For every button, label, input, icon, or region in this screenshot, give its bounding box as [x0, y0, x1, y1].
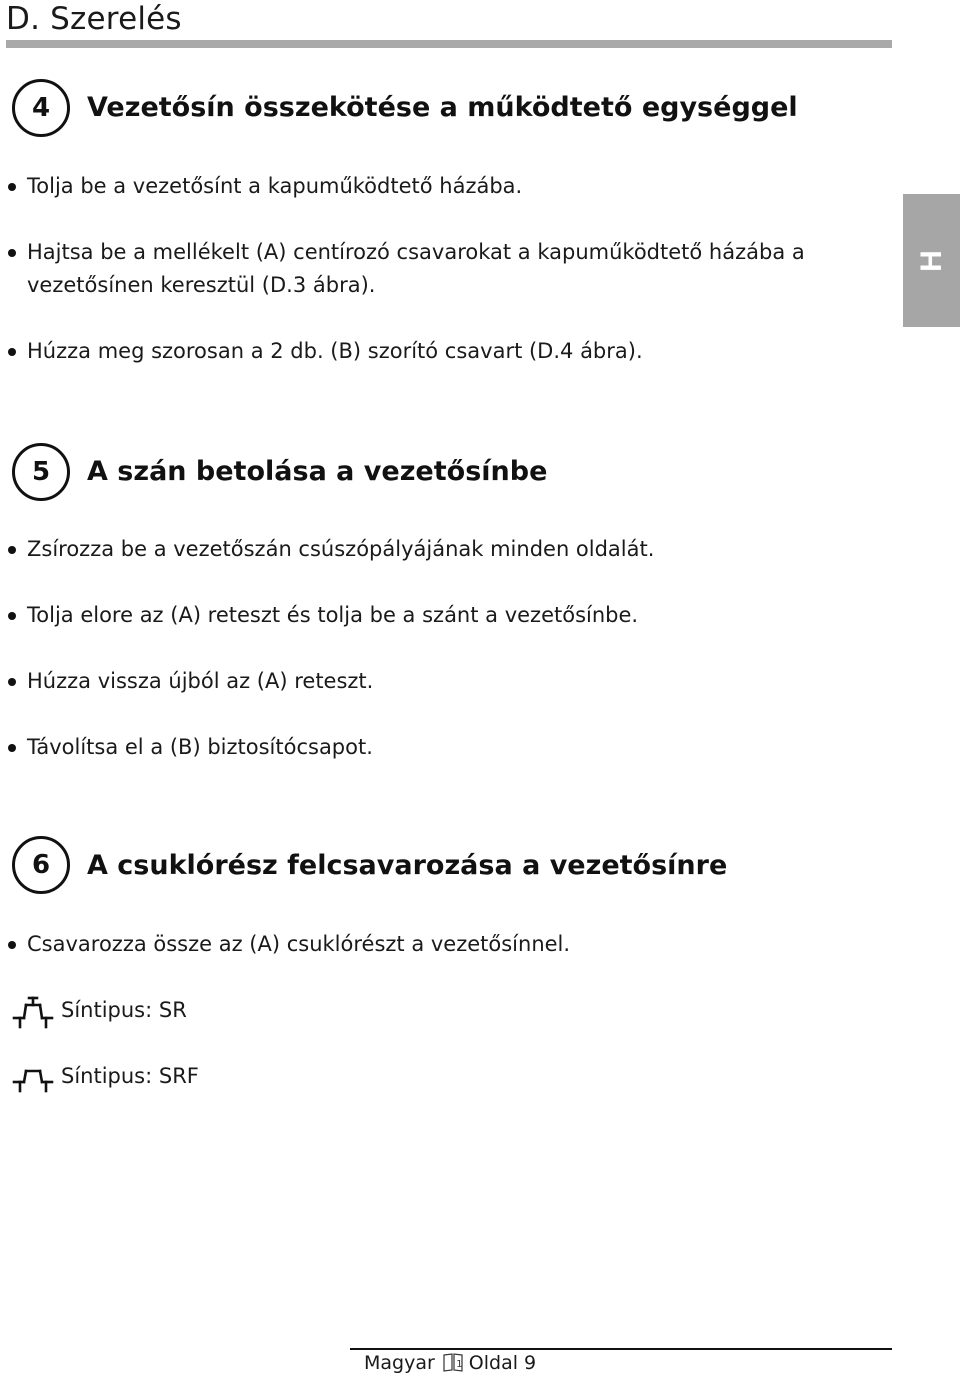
footer: [364, 1349, 536, 1380]
list-item: Távolítsa el a (B) biztosítócsapot.: [8, 731, 373, 764]
list-item: Hajtsa be a mellékelt (A) centírozó csavarokat a kapuműködtető házába a: [8, 236, 805, 269]
bullet-icon: [8, 678, 16, 686]
bullet-icon: [8, 249, 16, 257]
language-tab: [903, 194, 960, 327]
list-item: Csavarozza össze az (A) csuklórészt a vezetősínnel.: [8, 928, 570, 961]
list-item: Tolja be a vezetősínt a kapuműködtető házába.: [8, 170, 522, 203]
list-item-continuation: vezetősínen keresztül (D.3 ábra).: [27, 273, 376, 297]
list-item: Húzza meg szorosan a 2 db. (B) szorító csavart (D.4 ábra).: [8, 335, 643, 368]
language-tab-label: H: [914, 249, 948, 272]
step-number-4: 4: [12, 79, 70, 137]
bullet-icon: [8, 546, 16, 554]
bullet-icon: [8, 183, 16, 191]
footer-page-number: Oldal 9: [468, 1352, 537, 1374]
list-item: Zsírozza be a vezetőszán csúszópályájának minden oldalát.: [8, 533, 654, 566]
book-icon: [443, 1352, 463, 1380]
step-heading-5: A szán betolása a vezetősínbe: [87, 456, 548, 487]
bullet-icon: [8, 612, 16, 620]
step-number-5: 5: [12, 443, 70, 501]
footer-language: Magyar: [364, 1352, 435, 1374]
page-title: D. Szerelés: [6, 1, 182, 37]
bullet-icon: [8, 744, 16, 752]
list-item: Tolja elore az (A) reteszt és tolja be a szánt a vezetősínbe.: [8, 599, 638, 632]
list-item: Húzza vissza újból az (A) reteszt.: [8, 665, 373, 698]
bullet-icon: [8, 348, 16, 356]
step-heading-6: A csuklórész felcsavarozása a vezetősínre: [87, 850, 728, 881]
rail-sr-icon: [12, 994, 54, 1034]
step-heading-4: Vezetősín összekötése a működtető egységgel: [87, 92, 798, 123]
title-rule: [6, 40, 892, 48]
step-number-6: 6: [12, 836, 70, 894]
book-number: 1: [455, 1359, 463, 1370]
rail-srf-icon: [12, 1060, 54, 1100]
bullet-icon: [8, 941, 16, 949]
